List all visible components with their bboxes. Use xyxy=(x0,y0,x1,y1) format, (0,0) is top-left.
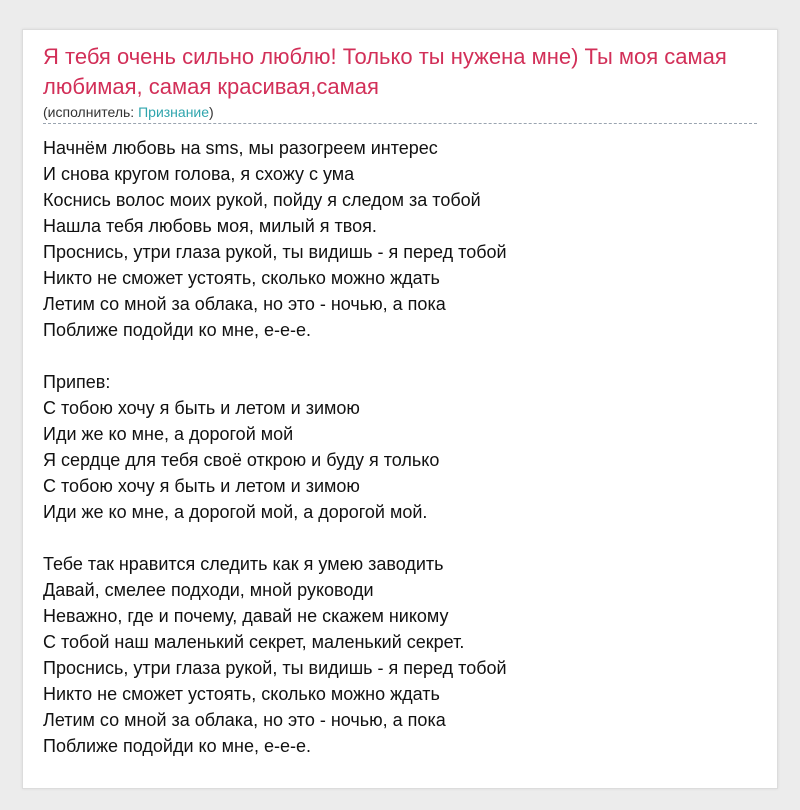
artist-prefix: (исполнитель: xyxy=(43,104,139,120)
lyric-line: Поближе подойди ко мне, е-е-е. xyxy=(43,736,311,756)
lyric-line: Никто не сможет устоять, сколько можно ждать xyxy=(43,268,440,288)
artist-link[interactable]: Признание xyxy=(138,104,210,120)
chorus xyxy=(43,369,753,525)
lyric-line: Я сердце для тебя своё открою и буду я только xyxy=(43,450,440,470)
artist-suffix: ) xyxy=(209,104,214,120)
lyric-line: Начнём любовь на sms, мы разогреем интерес xyxy=(43,138,438,158)
lyric-line: Коснись волос моих рукой, пойду я следом за тобой xyxy=(43,190,481,210)
lyric-line: Летим со мной за облака, но это - ночью, а пока xyxy=(43,294,446,314)
lyric-line: Иди же ко мне, а дорогой мой, а дорогой мой. xyxy=(43,502,428,522)
lyric-line: Проснись, утри глаза рукой, ты видишь - я перед тобой xyxy=(43,658,507,678)
lyric-line: Летим со мной за облака, но это - ночью, а пока xyxy=(43,710,446,730)
lyrics-body xyxy=(43,135,753,759)
lyric-line: Проснись, утри глаза рукой, ты видишь - я перед тобой xyxy=(43,242,507,262)
lyric-line: Тебе так нравится следить как я умею заводить xyxy=(43,554,444,574)
lyric-line: Иди же ко мне, а дорогой мой xyxy=(43,424,294,444)
lyric-line: С тобою хочу я быть и летом и зимою xyxy=(43,398,360,418)
lyrics-card xyxy=(22,29,778,789)
lyric-line: С тобою хочу я быть и летом и зимою xyxy=(43,476,360,496)
lyric-line: Неважно, где и почему, давай не скажем никому xyxy=(43,606,449,626)
chorus-label: Припев: xyxy=(43,372,111,392)
lyric-line: Давай, смелее подходи, мной руководи xyxy=(43,580,374,600)
lyric-line: Нашла тебя любовь моя, милый я твоя. xyxy=(43,216,377,236)
lyric-line: И снова кругом голова, я схожу с ума xyxy=(43,164,355,184)
verse-1 xyxy=(43,135,753,343)
song-title: Я тебя очень сильно люблю! Только ты нужена мне) Ты моя самая любимая, самая красивая,самая xyxy=(43,44,727,99)
lyric-line: Поближе подойди ко мне, е-е-е. xyxy=(43,320,311,340)
artist-line xyxy=(43,103,214,121)
verse-2 xyxy=(43,551,753,759)
lyric-line: Никто не сможет устоять, сколько можно ждать xyxy=(43,684,440,704)
dashed-divider xyxy=(43,123,757,124)
lyric-line: С тобой наш маленький секрет, маленький секрет. xyxy=(43,632,465,652)
